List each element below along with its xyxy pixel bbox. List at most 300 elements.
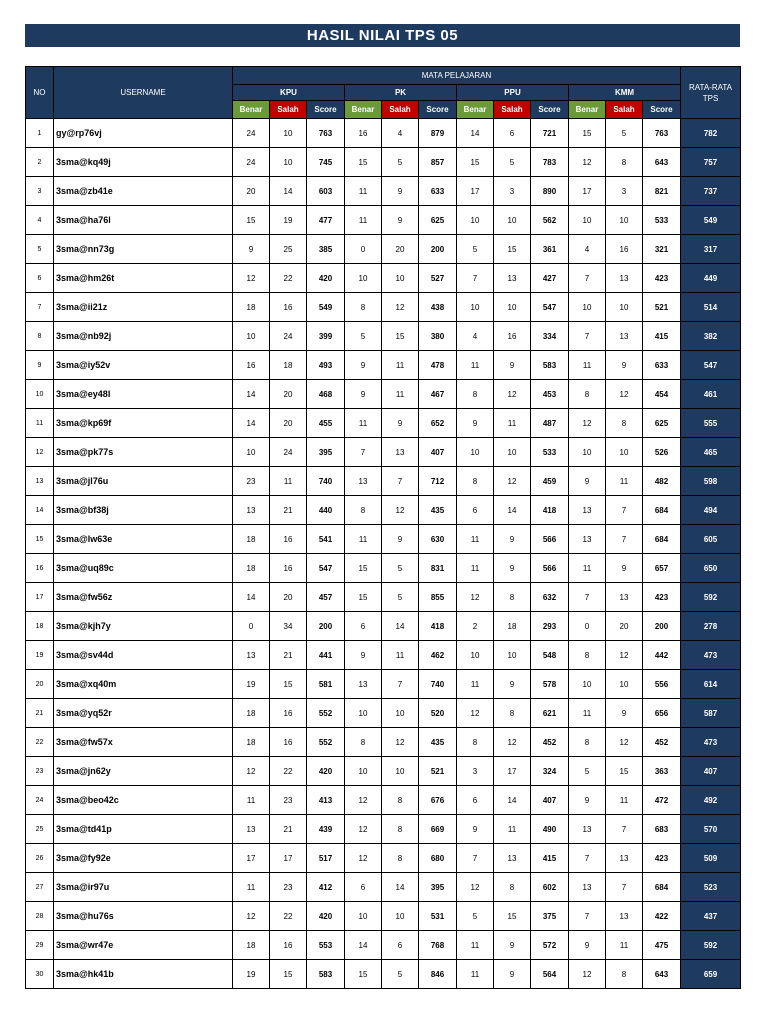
row-number: 7	[26, 293, 54, 322]
benar-cell: 8	[345, 728, 382, 757]
benar-cell: 14	[233, 380, 270, 409]
score-cell: 547	[531, 293, 569, 322]
benar-cell: 14	[457, 119, 494, 148]
username-cell: 3sma@ii21z	[54, 293, 233, 322]
score-cell: 438	[419, 293, 457, 322]
salah-cell: 20	[606, 612, 643, 641]
salah-cell: 14	[270, 177, 307, 206]
salah-cell: 11	[382, 641, 419, 670]
benar-cell: 19	[233, 960, 270, 989]
row-number: 6	[26, 264, 54, 293]
score-cell: 768	[419, 931, 457, 960]
salah-cell: 18	[494, 612, 531, 641]
table-row	[26, 728, 741, 757]
benar-cell: 12	[233, 757, 270, 786]
table-row	[26, 119, 741, 148]
score-cell: 541	[307, 525, 345, 554]
score-cell: 293	[531, 612, 569, 641]
table-row	[26, 641, 741, 670]
salah-cell: 13	[494, 844, 531, 873]
username-cell: gy@rp76vj	[54, 119, 233, 148]
average-cell: 278	[681, 612, 741, 641]
username-cell: 3sma@td41p	[54, 815, 233, 844]
benar-cell: 3	[457, 757, 494, 786]
benar-cell: 12	[345, 844, 382, 873]
row-number: 10	[26, 380, 54, 409]
username-cell: 3sma@jn62y	[54, 757, 233, 786]
salah-cell: 21	[270, 496, 307, 525]
score-cell: 763	[307, 119, 345, 148]
benar-cell: 15	[457, 148, 494, 177]
score-cell: 200	[419, 235, 457, 264]
score-cell: 462	[419, 641, 457, 670]
username-cell: 3sma@sv44d	[54, 641, 233, 670]
average-cell: 523	[681, 873, 741, 902]
salah-cell: 8	[494, 583, 531, 612]
score-cell: 423	[643, 264, 681, 293]
table-row	[26, 960, 741, 989]
score-cell: 423	[643, 844, 681, 873]
benar-cell: 7	[569, 844, 606, 873]
benar-cell: 11	[457, 960, 494, 989]
score-cell: 482	[643, 467, 681, 496]
benar-cell: 9	[569, 786, 606, 815]
salah-cell: 25	[270, 235, 307, 264]
row-number: 1	[26, 119, 54, 148]
score-cell: 857	[419, 148, 457, 177]
benar-cell: 9	[345, 351, 382, 380]
salah-cell: 10	[382, 264, 419, 293]
benar-cell: 11	[233, 873, 270, 902]
benar-cell: 18	[233, 554, 270, 583]
salah-cell: 8	[494, 699, 531, 728]
salah-cell: 13	[606, 264, 643, 293]
salah-cell: 9	[606, 351, 643, 380]
salah-cell: 11	[494, 409, 531, 438]
average-cell: 465	[681, 438, 741, 467]
username-cell: 3sma@yq52r	[54, 699, 233, 728]
score-cell: 676	[419, 786, 457, 815]
average-cell: 592	[681, 583, 741, 612]
score-header: Score	[419, 101, 457, 119]
benar-cell: 13	[233, 641, 270, 670]
table-row	[26, 612, 741, 641]
salah-cell: 10	[494, 641, 531, 670]
salah-cell: 7	[382, 670, 419, 699]
benar-cell: 11	[345, 525, 382, 554]
benar-cell: 10	[569, 670, 606, 699]
benar-cell: 8	[457, 467, 494, 496]
salah-cell: 10	[606, 293, 643, 322]
header-subject-kmm: KMM	[569, 85, 681, 101]
benar-cell: 10	[457, 438, 494, 467]
benar-cell: 7	[345, 438, 382, 467]
row-number: 25	[26, 815, 54, 844]
score-cell: 380	[419, 322, 457, 351]
benar-cell: 11	[569, 699, 606, 728]
salah-cell: 9	[606, 699, 643, 728]
salah-cell: 10	[270, 119, 307, 148]
username-cell: 3sma@hm26t	[54, 264, 233, 293]
score-cell: 783	[531, 148, 569, 177]
benar-cell: 12	[233, 264, 270, 293]
salah-cell: 13	[606, 583, 643, 612]
benar-cell: 13	[569, 815, 606, 844]
average-cell: 570	[681, 815, 741, 844]
score-cell: 420	[307, 264, 345, 293]
header-subject-pk: PK	[345, 85, 457, 101]
average-cell: 317	[681, 235, 741, 264]
table-row	[26, 554, 741, 583]
score-cell: 581	[307, 670, 345, 699]
salah-cell: 23	[270, 873, 307, 902]
benar-cell: 12	[569, 960, 606, 989]
table-row	[26, 264, 741, 293]
benar-cell: 6	[345, 612, 382, 641]
username-cell: 3sma@hu76s	[54, 902, 233, 931]
table-row	[26, 844, 741, 873]
score-cell: 423	[643, 583, 681, 612]
benar-cell: 11	[569, 554, 606, 583]
benar-cell: 9	[233, 235, 270, 264]
benar-cell: 15	[345, 554, 382, 583]
benar-cell: 10	[569, 438, 606, 467]
salah-cell: 9	[494, 554, 531, 583]
score-cell: 412	[307, 873, 345, 902]
salah-cell: 16	[270, 554, 307, 583]
average-cell: 514	[681, 293, 741, 322]
salah-cell: 14	[494, 496, 531, 525]
score-cell: 583	[307, 960, 345, 989]
score-cell: 625	[643, 409, 681, 438]
scores-table	[25, 66, 741, 989]
benar-cell: 10	[457, 206, 494, 235]
score-cell: 321	[643, 235, 681, 264]
benar-cell: 5	[457, 902, 494, 931]
row-number: 8	[26, 322, 54, 351]
score-header: Score	[643, 101, 681, 119]
row-number: 30	[26, 960, 54, 989]
benar-cell: 15	[345, 960, 382, 989]
salah-cell: 9	[494, 931, 531, 960]
benar-cell: 10	[457, 293, 494, 322]
salah-cell: 22	[270, 902, 307, 931]
salah-cell: 16	[270, 699, 307, 728]
row-number: 24	[26, 786, 54, 815]
score-cell: 418	[531, 496, 569, 525]
score-cell: 439	[307, 815, 345, 844]
score-cell: 440	[307, 496, 345, 525]
salah-cell: 11	[382, 380, 419, 409]
score-cell: 763	[643, 119, 681, 148]
benar-cell: 11	[457, 525, 494, 554]
salah-cell: 16	[494, 322, 531, 351]
benar-cell: 9	[457, 409, 494, 438]
salah-cell: 5	[382, 148, 419, 177]
score-cell: 455	[307, 409, 345, 438]
score-cell: 487	[531, 409, 569, 438]
benar-cell: 18	[233, 525, 270, 554]
benar-header: Benar	[569, 101, 606, 119]
benar-cell: 10	[345, 264, 382, 293]
score-cell: 490	[531, 815, 569, 844]
salah-header: Salah	[606, 101, 643, 119]
average-cell: 407	[681, 757, 741, 786]
salah-cell: 10	[606, 206, 643, 235]
benar-cell: 0	[345, 235, 382, 264]
benar-cell: 24	[233, 148, 270, 177]
row-number: 15	[26, 525, 54, 554]
score-cell: 879	[419, 119, 457, 148]
benar-header: Benar	[345, 101, 382, 119]
score-cell: 684	[643, 873, 681, 902]
salah-cell: 7	[606, 815, 643, 844]
header-subject-kpu: KPU	[233, 85, 345, 101]
table-row	[26, 438, 741, 467]
username-cell: 3sma@ey48l	[54, 380, 233, 409]
salah-cell: 7	[606, 873, 643, 902]
page-title: HASIL NILAI TPS 05	[25, 24, 740, 47]
score-cell: 453	[531, 380, 569, 409]
score-cell: 407	[419, 438, 457, 467]
salah-cell: 12	[382, 496, 419, 525]
benar-cell: 10	[233, 438, 270, 467]
score-cell: 468	[307, 380, 345, 409]
salah-cell: 10	[382, 902, 419, 931]
salah-cell: 15	[382, 322, 419, 351]
benar-cell: 10	[569, 293, 606, 322]
salah-cell: 13	[606, 844, 643, 873]
salah-cell: 19	[270, 206, 307, 235]
average-cell: 605	[681, 525, 741, 554]
score-cell: 890	[531, 177, 569, 206]
salah-cell: 9	[494, 525, 531, 554]
benar-cell: 13	[569, 496, 606, 525]
benar-cell: 17	[457, 177, 494, 206]
salah-cell: 10	[382, 699, 419, 728]
username-cell: 3sma@bf38j	[54, 496, 233, 525]
score-cell: 375	[531, 902, 569, 931]
score-cell: 413	[307, 786, 345, 815]
benar-cell: 9	[569, 931, 606, 960]
benar-cell: 13	[569, 525, 606, 554]
score-cell: 684	[643, 496, 681, 525]
salah-cell: 13	[382, 438, 419, 467]
score-cell: 633	[643, 351, 681, 380]
score-cell: 420	[307, 757, 345, 786]
salah-cell: 11	[382, 351, 419, 380]
username-cell: 3sma@zb41e	[54, 177, 233, 206]
score-cell: 547	[307, 554, 345, 583]
benar-cell: 2	[457, 612, 494, 641]
benar-cell: 17	[233, 844, 270, 873]
salah-cell: 15	[270, 670, 307, 699]
benar-cell: 10	[233, 322, 270, 351]
salah-cell: 16	[606, 235, 643, 264]
average-cell: 492	[681, 786, 741, 815]
average-cell: 614	[681, 670, 741, 699]
salah-cell: 13	[606, 322, 643, 351]
score-cell: 680	[419, 844, 457, 873]
score-cell: 562	[531, 206, 569, 235]
benar-cell: 8	[345, 496, 382, 525]
salah-cell: 21	[270, 815, 307, 844]
salah-cell: 3	[606, 177, 643, 206]
score-cell: 363	[643, 757, 681, 786]
salah-cell: 8	[382, 815, 419, 844]
score-cell: 531	[419, 902, 457, 931]
benar-cell: 8	[345, 293, 382, 322]
benar-cell: 23	[233, 467, 270, 496]
username-cell: 3sma@nn73g	[54, 235, 233, 264]
username-cell: 3sma@ir97u	[54, 873, 233, 902]
score-cell: 566	[531, 554, 569, 583]
benar-cell: 8	[457, 728, 494, 757]
average-cell: 494	[681, 496, 741, 525]
table-row	[26, 293, 741, 322]
score-cell: 556	[643, 670, 681, 699]
score-cell: 442	[643, 641, 681, 670]
score-cell: 427	[531, 264, 569, 293]
average-cell: 549	[681, 206, 741, 235]
salah-cell: 10	[606, 438, 643, 467]
table-row	[26, 699, 741, 728]
average-cell: 737	[681, 177, 741, 206]
username-cell: 3sma@kq49j	[54, 148, 233, 177]
score-cell: 552	[307, 728, 345, 757]
row-number: 12	[26, 438, 54, 467]
username-cell: 3sma@hk41b	[54, 960, 233, 989]
average-cell: 473	[681, 641, 741, 670]
salah-cell: 12	[494, 380, 531, 409]
score-cell: 324	[531, 757, 569, 786]
benar-cell: 10	[457, 641, 494, 670]
score-cell: 712	[419, 467, 457, 496]
benar-cell: 18	[233, 293, 270, 322]
score-cell: 603	[307, 177, 345, 206]
score-cell: 855	[419, 583, 457, 612]
score-cell: 745	[307, 148, 345, 177]
salah-cell: 10	[270, 148, 307, 177]
salah-cell: 8	[382, 844, 419, 873]
benar-cell: 8	[569, 380, 606, 409]
score-cell: 521	[643, 293, 681, 322]
benar-cell: 11	[569, 351, 606, 380]
table-row	[26, 235, 741, 264]
score-cell: 564	[531, 960, 569, 989]
score-cell: 200	[643, 612, 681, 641]
row-number: 2	[26, 148, 54, 177]
score-cell: 740	[307, 467, 345, 496]
salah-cell: 12	[382, 728, 419, 757]
benar-cell: 24	[233, 119, 270, 148]
benar-cell: 8	[569, 728, 606, 757]
salah-cell: 24	[270, 322, 307, 351]
score-cell: 643	[643, 960, 681, 989]
score-cell: 621	[531, 699, 569, 728]
benar-cell: 11	[345, 177, 382, 206]
score-cell: 548	[531, 641, 569, 670]
benar-cell: 13	[233, 496, 270, 525]
score-cell: 475	[643, 931, 681, 960]
benar-cell: 4	[457, 322, 494, 351]
score-cell: 572	[531, 931, 569, 960]
salah-cell: 21	[270, 641, 307, 670]
salah-cell: 12	[606, 728, 643, 757]
table-row	[26, 177, 741, 206]
salah-cell: 9	[382, 177, 419, 206]
score-cell: 399	[307, 322, 345, 351]
salah-cell: 8	[606, 960, 643, 989]
benar-header: Benar	[233, 101, 270, 119]
salah-cell: 10	[494, 293, 531, 322]
benar-cell: 6	[457, 496, 494, 525]
score-cell: 625	[419, 206, 457, 235]
score-cell: 334	[531, 322, 569, 351]
salah-cell: 23	[270, 786, 307, 815]
salah-cell: 16	[270, 293, 307, 322]
benar-cell: 10	[345, 757, 382, 786]
benar-cell: 12	[457, 873, 494, 902]
benar-cell: 18	[233, 699, 270, 728]
benar-cell: 7	[569, 583, 606, 612]
username-cell: 3sma@fw57x	[54, 728, 233, 757]
row-number: 5	[26, 235, 54, 264]
score-cell: 418	[419, 612, 457, 641]
benar-cell: 14	[345, 931, 382, 960]
score-cell: 533	[643, 206, 681, 235]
benar-cell: 20	[233, 177, 270, 206]
salah-cell: 15	[494, 235, 531, 264]
benar-cell: 12	[457, 583, 494, 612]
benar-cell: 11	[457, 670, 494, 699]
salah-cell: 20	[382, 235, 419, 264]
salah-cell: 4	[382, 119, 419, 148]
benar-cell: 15	[569, 119, 606, 148]
username-cell: 3sma@kp69f	[54, 409, 233, 438]
salah-cell: 12	[494, 467, 531, 496]
average-cell: 461	[681, 380, 741, 409]
benar-cell: 11	[345, 206, 382, 235]
score-cell: 477	[307, 206, 345, 235]
table-row	[26, 902, 741, 931]
benar-cell: 12	[569, 409, 606, 438]
score-cell: 656	[643, 699, 681, 728]
score-cell: 831	[419, 554, 457, 583]
salah-cell: 20	[270, 380, 307, 409]
average-cell: 592	[681, 931, 741, 960]
header-username: USERNAME	[54, 67, 233, 119]
row-number: 13	[26, 467, 54, 496]
benar-cell: 9	[569, 467, 606, 496]
score-cell: 602	[531, 873, 569, 902]
score-cell: 683	[643, 815, 681, 844]
username-cell: 3sma@fw56z	[54, 583, 233, 612]
row-number: 3	[26, 177, 54, 206]
score-cell: 740	[419, 670, 457, 699]
average-cell: 382	[681, 322, 741, 351]
salah-cell: 12	[494, 728, 531, 757]
header-subject-ppu: PPU	[457, 85, 569, 101]
score-cell: 441	[307, 641, 345, 670]
table-row	[26, 583, 741, 612]
score-cell: 630	[419, 525, 457, 554]
benar-cell: 14	[233, 409, 270, 438]
salah-cell: 12	[606, 380, 643, 409]
average-cell: 659	[681, 960, 741, 989]
benar-cell: 13	[345, 670, 382, 699]
salah-cell: 16	[270, 728, 307, 757]
